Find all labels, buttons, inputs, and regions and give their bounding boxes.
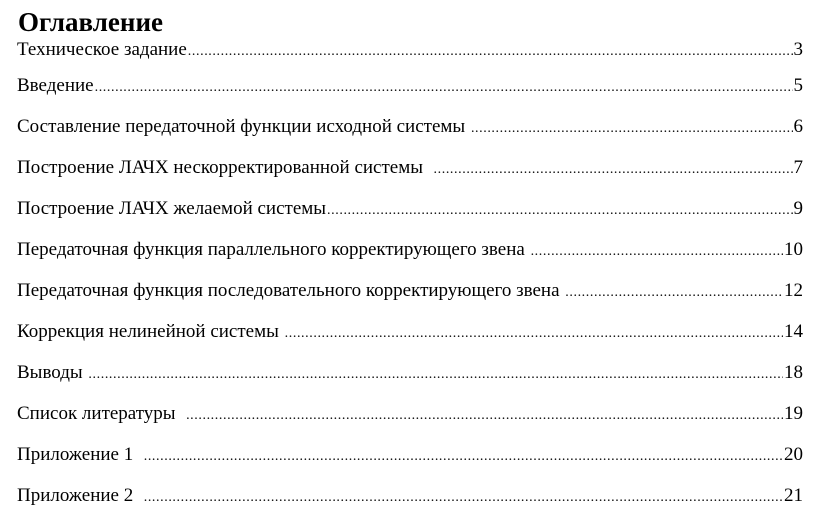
toc-entry-page: 6 (793, 116, 803, 137)
toc-entry-page: 10 (784, 239, 803, 260)
dot-leader (531, 240, 783, 264)
toc-entry-conclusions[interactable] (17, 361, 803, 402)
toc-entry-label: Введение (17, 75, 94, 96)
toc-entry-page: 14 (784, 321, 803, 342)
toc-entry-label: Список литературы (17, 403, 186, 424)
toc-entry-label: Построение ЛАЧХ желаемой системы (17, 198, 327, 219)
dot-leader (186, 404, 783, 428)
dot-leader (565, 281, 783, 305)
toc-entry-label: Передаточная функция последовательного корректирующего звена (17, 280, 565, 301)
toc-entry-label: Коррекция нелинейной системы (17, 321, 284, 342)
toc-entry-references[interactable] (17, 402, 803, 443)
dot-leader (327, 199, 792, 223)
toc-entry-label: Приложение 1 (17, 444, 143, 465)
toc-entry-desired-lafc[interactable] (17, 197, 803, 238)
toc-entry-page: 20 (784, 444, 803, 465)
dot-leader (144, 445, 783, 469)
toc-entry-page: 21 (784, 485, 803, 506)
toc-entry-parallel-correction[interactable] (17, 238, 803, 279)
toc-entry-label: Выводы (17, 362, 88, 383)
toc-entry-introduction[interactable] (17, 74, 803, 115)
dot-leader (434, 158, 793, 182)
toc-entry-appendix-2[interactable] (17, 484, 803, 525)
toc-entry-serial-correction[interactable] (17, 279, 803, 320)
dot-leader (188, 40, 793, 64)
dot-leader (144, 486, 783, 510)
toc-entry-appendix-1[interactable] (17, 443, 803, 484)
toc-title: Оглавление (18, 7, 163, 37)
toc-entry-label: Приложение 2 (17, 485, 143, 506)
toc-entry-transfer-function-original[interactable] (17, 115, 803, 156)
toc-entry-page: 12 (784, 280, 803, 301)
toc-list (17, 38, 803, 525)
dot-leader (471, 117, 793, 141)
toc-entry-label: Передаточная функция параллельного корректирующего звена (17, 239, 530, 260)
table-of-contents (17, 6, 803, 525)
toc-entry-label: Построение ЛАЧХ нескорректированной системы (17, 157, 433, 178)
toc-entry-technical-task[interactable] (17, 38, 803, 74)
toc-entry-label: Техническое задание (17, 39, 187, 60)
dot-leader (88, 363, 783, 387)
toc-entry-page: 3 (793, 39, 803, 60)
dot-leader (285, 322, 783, 346)
toc-entry-page: 9 (793, 198, 803, 219)
toc-entry-nonlinear-correction[interactable] (17, 320, 803, 361)
toc-entry-page: 18 (784, 362, 803, 383)
toc-entry-page: 7 (793, 157, 803, 178)
toc-entry-page: 19 (784, 403, 803, 424)
toc-entry-label: Составление передаточной функции исходной системы (17, 116, 470, 137)
toc-entry-uncorrected-lafc[interactable] (17, 156, 803, 197)
dot-leader (95, 76, 793, 100)
toc-entry-page: 5 (793, 75, 803, 96)
